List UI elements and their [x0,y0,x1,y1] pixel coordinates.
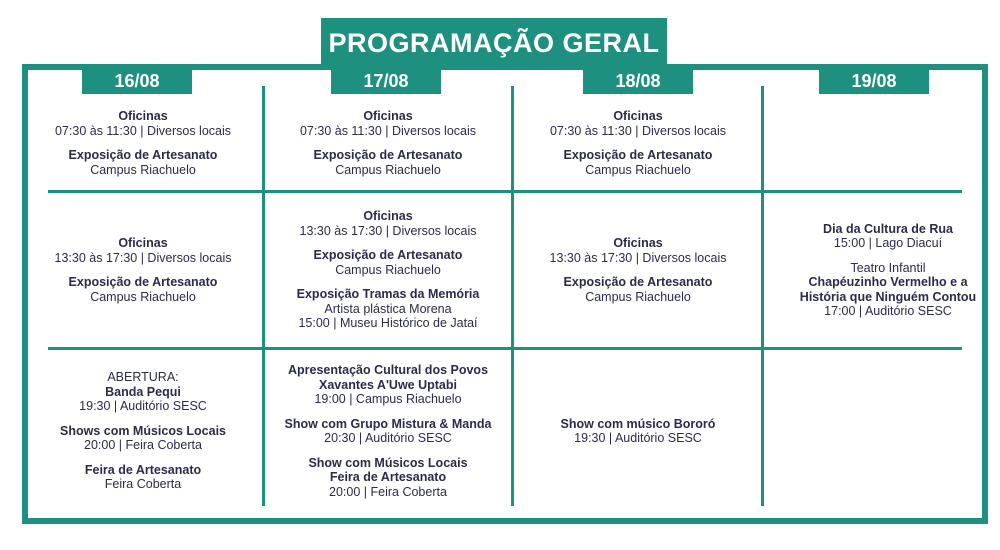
event-entry [564,148,713,177]
event-detail: Campus Riachuelo [585,289,691,304]
event-detail: 07:30 às 11:30 | Diversos locais [549,123,727,138]
event-detail: Campus Riachuelo [90,289,196,304]
event-detail: Feira Coberta [104,477,182,492]
event-entry [69,148,218,177]
schedule-cell [18,195,268,345]
event-entry [285,417,492,446]
event-entry [314,148,463,177]
event-detail: 07:30 às 11:30 | Diversos locais [299,123,477,138]
event-entry [69,275,218,304]
event-entry [550,109,726,138]
event-entry [823,222,953,251]
schedule-cell [763,96,1000,190]
event-detail: 19:00 | Campus Riachuelo [314,392,462,406]
schedule-cell [263,96,513,190]
row-divider [48,190,962,193]
event-detail: 17:00 | Auditório SESC [824,304,952,318]
event-entry [550,236,727,265]
schedule-cell [763,352,1000,510]
event-detail: 20:00 | Feira Coberta [84,438,202,453]
event-entry [300,109,476,138]
event-detail: 20:30 | Auditório SESC [324,431,452,445]
event-entry [85,463,201,492]
event-title: História que Ninguém Contou [799,289,977,304]
event-title: Banda Pequi [105,384,181,399]
event-title: Exposição de Artesanato [313,148,463,162]
schedule-cell [263,352,513,510]
event-title: Exposição de Artesanato [563,275,713,289]
event-title: Dia da Cultura de Rua [823,221,953,236]
schedule-cell [513,195,763,345]
event-entry [314,248,463,277]
event-entry [288,363,488,407]
event-title: Exposição de Artesanato [563,148,713,162]
event-title: Xavantes A'Uwe Uptabi [319,377,457,392]
event-title: Oficinas [613,236,663,250]
event-entry [308,456,467,500]
event-detail: Campus Riachuelo [90,162,196,177]
event-entry [55,109,231,138]
event-entry [800,261,976,319]
event-title: Exposição de Artesanato [313,248,463,263]
row-divider [48,347,962,350]
event-detail: Campus Riachuelo [335,262,441,277]
event-title: Oficinas [118,109,168,123]
event-title: Oficinas [613,109,663,123]
event-detail: Artista plástica Morena [324,301,452,316]
page-title: PROGRAMAÇÃO GERAL [321,18,667,64]
schedule-cell [263,195,513,345]
event-entry [297,287,480,331]
event-entry [561,417,716,446]
event-title: Exposição Tramas da Memória [296,287,480,302]
event-entry [60,424,226,453]
event-detail: 15:00 | Museu Histórico de Jataí [298,316,478,331]
event-title: Oficinas [118,236,168,250]
schedule-cell [763,195,1000,345]
event-detail: Campus Riachuelo [585,162,691,177]
event-title: Oficinas [363,209,413,224]
event-title: Exposição de Artesanato [68,148,218,162]
event-detail: 13:30 às 17:30 | Diversos locais [54,250,232,265]
event-title: Chapéuzinho Vermelho e a [808,275,968,289]
event-title: Oficinas [363,109,413,123]
event-entry [55,236,232,265]
event-detail: 19:30 | Auditório SESC [574,431,702,445]
event-detail: ABERTURA: [107,370,179,385]
schedule-cell [18,96,268,190]
event-detail: 15:00 | Lago Diacuí [833,236,943,250]
event-detail: 13:30 às 17:30 | Diversos locais [549,250,727,265]
event-detail: Campus Riachuelo [335,162,441,177]
event-detail: 20:00 | Feira Coberta [329,484,447,499]
event-title: Exposição de Artesanato [68,275,218,289]
event-title: Show com músico Bororó [560,416,716,431]
event-entry [300,209,477,238]
event-entry [79,370,207,414]
day-tab-2: 17/08 [331,68,441,94]
event-detail: 19:30 | Auditório SESC [79,399,207,414]
event-detail: 13:30 às 17:30 | Diversos locais [299,223,477,238]
event-title: Shows com Músicos Locais [59,423,226,438]
day-tab-4: 19/08 [819,68,929,94]
event-detail: 07:30 às 11:30 | Diversos locais [54,123,232,138]
event-title: Apresentação Cultural dos Povos [287,363,489,377]
event-detail: Teatro Infantil [850,260,926,275]
schedule-cell [513,96,763,190]
day-tab-1: 16/08 [82,68,192,94]
event-title: Show com Grupo Mistura & Manda [284,416,492,431]
event-title: Feira de Artesanato [84,462,202,477]
event-title: Feira de Artesanato [329,470,447,484]
day-tab-3: 18/08 [583,68,693,94]
event-title: Show com Músicos Locais [308,455,468,470]
event-entry [564,275,713,304]
schedule-cell [513,352,763,510]
schedule-cell [18,352,268,510]
